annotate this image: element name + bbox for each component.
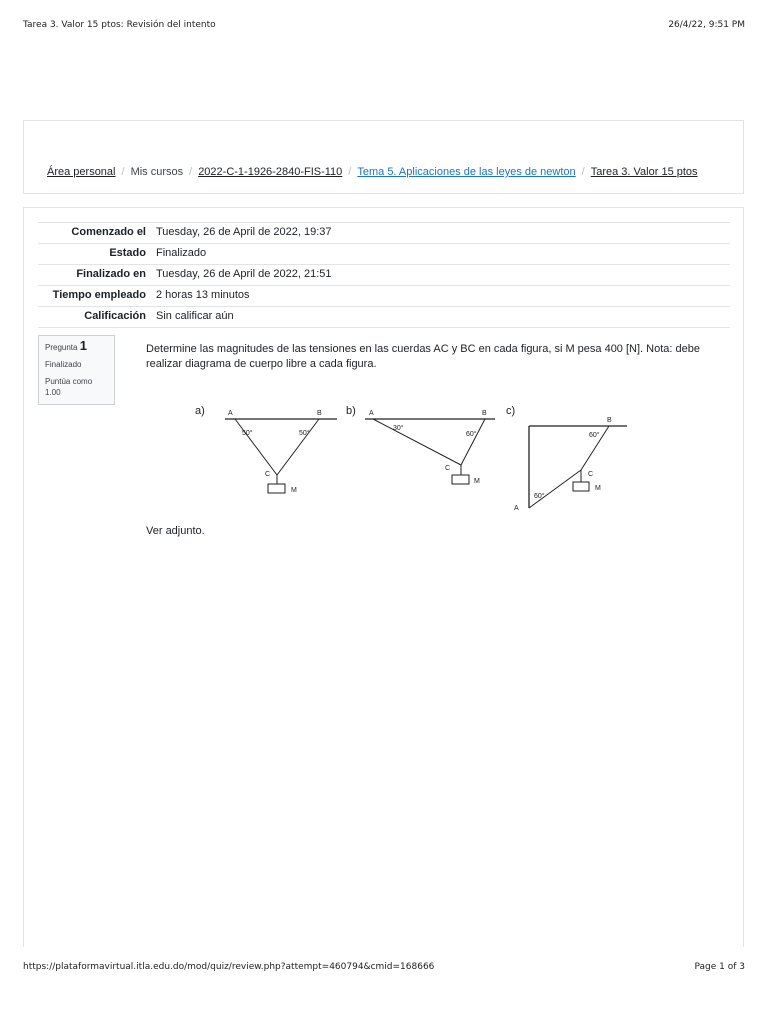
diagram-a-rope-ac [235,419,277,475]
diagram-a-point-c: C [265,471,271,478]
question-grade-value: 1.00 [45,388,61,397]
summary-value: Tuesday, 26 de April de 2022, 19:37 [156,223,730,244]
breadcrumb-topic[interactable]: Tema 5. Aplicaciones de las leyes de newton [357,166,576,178]
print-url: https://plataformavirtual.itla.edu.do/mod/quiz/review.php?attempt=460794&cmid=168666 [23,962,435,972]
print-page-number: Page 1 of 3 [694,962,745,972]
diagram-c-mass [573,482,589,491]
summary-key: Calificación [38,307,156,328]
question-grade [45,376,108,398]
summary-value: Tuesday, 26 de April de 2022, 21:51 [156,265,730,286]
summary-key: Tiempo empleado [38,286,156,307]
quiz-review-card [23,207,744,947]
breadcrumb-card [23,120,744,194]
diagram-c-mass-label: M [595,485,601,492]
diagram-b-label: b) [346,405,356,417]
print-header [23,20,745,34]
question-number [45,340,108,353]
diagram-b-rope-bc [461,419,485,465]
summary-key: Estado [38,244,156,265]
question-info-box [38,335,115,405]
diagram-a-mass-label: M [291,487,297,494]
breadcrumb-separator: / [348,166,352,178]
breadcrumb-separator: / [189,166,193,178]
summary-value: Finalizado [156,244,730,265]
diagram-a [195,405,337,494]
diagram-b-point-a: A [369,410,374,417]
diagram-a-label: a) [195,405,205,417]
diagram-b-mass-label: M [474,478,480,485]
summary-value: 2 horas 13 minutos [156,286,730,307]
diagram-c-angle-bottom: 60° [534,493,545,500]
question-grade-label: Puntúa como [45,377,93,386]
diagram-a-point-a: A [228,410,233,417]
diagram-b-point-b: B [482,410,487,417]
breadcrumb-assignment[interactable]: Tarea 3. Valor 15 ptos [590,166,698,178]
tension-diagrams-figure [169,390,639,510]
summary-value: Sin calificar aún [156,307,730,328]
diagram-a-mass [268,484,285,493]
breadcrumb-area-personal[interactable]: Área personal [47,166,116,178]
diagram-a-rope-bc [277,419,319,475]
diagram-c-label: c) [506,405,516,417]
diagram-c [506,405,627,510]
question-text: Determine las magnitudes de las tensiones en las cuerdas AC y BC en cada figura, si M pesa 400 [N]. Nota: debe realizar diagrama de cuerpo libre a cada figura. [146,343,700,370]
print-datetime: 26/4/22, 9:51 PM [668,20,745,30]
summary-key: Finalizado en [38,265,156,286]
summary-row [38,265,730,286]
diagram-a-angle-left: 50° [242,430,253,437]
diagram-a-point-b: B [317,410,322,417]
diagram-b-point-c: C [445,465,451,472]
answer-text: Ver adjunto. [146,525,205,537]
question-state: Finalizado [45,360,82,369]
diagram-b-mass [452,475,469,484]
diagram-b-rope-ac [373,419,461,465]
diagram-b-angle-left: 30° [393,425,404,432]
question-number-value: 1 [79,338,87,353]
summary-row [38,307,730,328]
diagram-c-point-c: C [588,471,594,478]
breadcrumb-separator: / [121,166,125,178]
summary-row [38,244,730,265]
breadcrumb-course[interactable]: 2022-C-1-1926-2840-FIS-110 [198,166,343,178]
breadcrumb-mis-cursos: Mis cursos [130,166,184,178]
breadcrumb [47,166,698,178]
diagram-b [346,405,495,485]
print-footer [23,962,745,976]
print-title: Tarea 3. Valor 15 ptos: Revisión del intento [23,20,216,30]
summary-row [38,286,730,307]
diagram-a-angle-right: 50° [299,430,310,437]
diagram-c-angle-top: 60° [589,432,600,439]
attempt-summary-table [38,222,730,328]
summary-key: Comenzado el [38,223,156,244]
breadcrumb-separator: / [581,166,585,178]
summary-row [38,223,730,244]
diagram-b-angle-right: 60° [466,431,477,438]
question-label: Pregunta [45,343,78,352]
diagram-c-point-b: B [607,417,612,424]
diagram-c-point-a: A [514,505,519,510]
